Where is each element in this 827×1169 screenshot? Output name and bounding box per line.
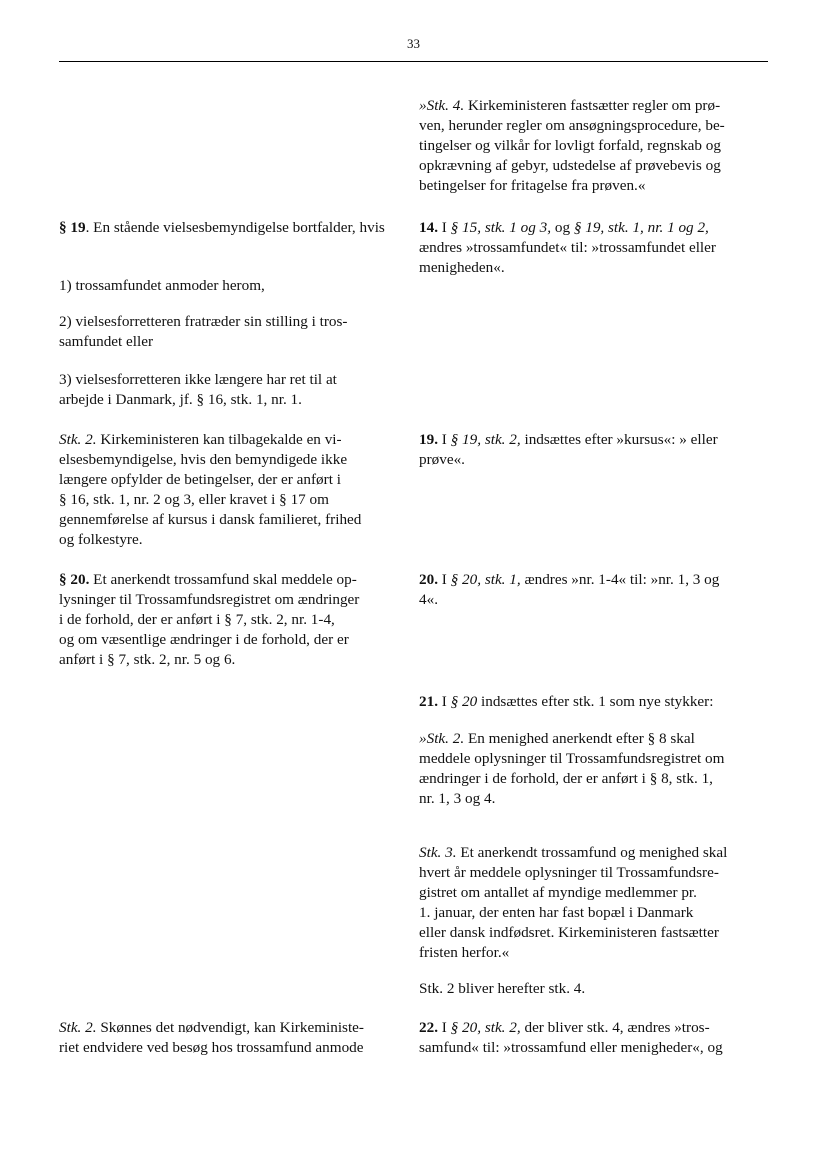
change-14-paragraph: 14. I § 15, stk. 1 og 3, og § 19, stk. 1, nr. 1 og 2, ændres »trossamfundet« til: »trossamfundet eller menigheden«. — [419, 219, 716, 276]
section-19-item-3: 3) vielsesforretteren ikke længere har ret til at arbejde i Danmark, jf. § 16, stk. 1, nr. 1. — [59, 371, 337, 408]
section-19-stk2-paragraph: Stk. 2. Kirkeministeren kan tilbagekalde en vi- elsesbemyndigelse, hvis den bemyndigede ikke længere opfylder de betingelser, der er anført i § 16, stk. 1, nr. 2 og 3, eller kravet i § 17 om gennemførelse af kursus i dansk familieret, frihed og folkestyre. — [59, 431, 362, 548]
change-21-stk3-paragraph: Stk. 3. Et anerkendt trossamfund og menighed skal hvert år meddele oplysninger til Trossamfundsre- gistret om antallet af myndige medlemmer pr. 1. januar, der enten har fast bopæl i Danmark eller dansk indfødsret. Kirkeministeren fastsætter fristen herfor.« — [419, 844, 728, 961]
change-22-paragraph: 22. I § 20, stk. 2, der bliver stk. 4, ændres »tros- samfund« til: »trossamfund eller menigheder«, og — [419, 1019, 723, 1056]
change-21-stk2-paragraph: »Stk. 2. En menighed anerkendt efter § 8 skal meddele oplysninger til Trossamfundsregistret om ændringer i de forhold, der er anført i § 8, stk. 1, nr. 1, 3 og 4. — [419, 730, 725, 807]
section-20-paragraph: § 20. Et anerkendt trossamfund skal meddele op- lysninger til Trossamfundsregistret om ændringer i de forhold, der er anført i § 7, stk. 2, nr. 1-4, og om væsentlige ændringer i de forhold, der er anført i § 7, stk. 2, nr. 5 og 6. — [59, 571, 360, 668]
header-rule — [59, 61, 768, 62]
section-20-heading: § 20. — [59, 571, 90, 588]
page-number: 33 — [407, 36, 420, 51]
change-21-renumber-note: Stk. 2 bliver herefter stk. 4. — [419, 980, 586, 997]
change-19-paragraph: 19. I § 19, stk. 2, indsættes efter »kursus«: » eller prøve«. — [419, 431, 718, 468]
change-20-paragraph: 20. I § 20, stk. 1, ændres »nr. 1-4« til: »nr. 1, 3 og 4«. — [419, 571, 720, 608]
section-19-item-2: 2) vielsesforretteren fratræder sin stilling i tros- samfundet eller — [59, 313, 348, 350]
section-19-paragraph: § 19. En stående vielsesbemyndigelse bortfalder, hvis — [59, 219, 385, 236]
section-19-heading: § 19 — [59, 219, 86, 236]
change-21-paragraph: 21. I § 20 indsættes efter stk. 1 som nye stykker: — [419, 693, 714, 710]
section-19-item-1: 1) trossamfundet anmoder herom, — [59, 277, 265, 294]
section-20-stk2-paragraph: Stk. 2. Skønnes det nødvendigt, kan Kirkeministe- riet endvidere ved besøg hos trossamfund anmode — [59, 1019, 364, 1056]
stk4-paragraph: »Stk. 4. Kirkeministeren fastsætter regler om prø- ven, herunder regler om ansøgningsprocedure, be- tingelser og vilkår for lovligt forfald, regnskab og opkrævning af gebyr, udstedelse af prøvebevis og betingelser for fritagelse fra prøven.« — [419, 97, 725, 194]
